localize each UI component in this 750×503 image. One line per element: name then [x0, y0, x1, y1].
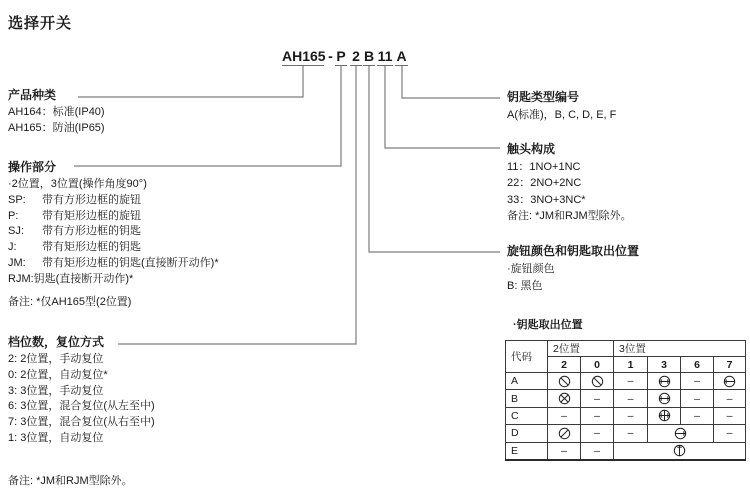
part-number-segment-operator: P: [336, 48, 346, 64]
detent-item: 6: 3位置，混合复位(从左至中): [8, 400, 155, 413]
col-header-num: 0: [581, 357, 614, 373]
operation-item-text: 带有矩形边框的钥匙: [42, 241, 141, 254]
operation-item: [8, 209, 348, 225]
key-type-item: A(标准)，B, C, D, E, F: [507, 109, 617, 121]
product-type-item: AH165：防油(IP65): [8, 121, 105, 134]
operation-item-code: SP:: [8, 193, 26, 206]
operation-item-code: SJ:: [8, 225, 24, 238]
section-product-type: [8, 89, 308, 137]
table-cell-dash: –: [714, 390, 746, 407]
table-cell-dash: –: [614, 390, 648, 407]
col-header-num: 7: [714, 357, 746, 373]
section-key-type: [507, 91, 747, 123]
table-cell-dash: –: [614, 425, 648, 442]
col-header-num: 6: [681, 357, 714, 373]
table-cell-dash: –: [614, 373, 648, 390]
part-number-segment-color: B: [363, 48, 375, 64]
operation-item-text: 带有方形边框的钥匙: [42, 225, 141, 238]
detent-item: 2: 2位置，手动复位: [8, 353, 104, 365]
col-header-code: 代码: [506, 341, 548, 373]
key-position-h-both-icon: [648, 390, 681, 407]
section-detent: [8, 336, 348, 447]
table-cell-dash: –: [581, 407, 614, 424]
detent-item: 7: 3位置，混合复位(从右至中): [8, 416, 155, 429]
key-table-heading: ·钥匙取出位置: [513, 319, 583, 331]
contacts-note: 备注: *JM和RJM型除外。: [507, 209, 632, 222]
table-cell-dash: –: [681, 373, 714, 390]
table-cell-dash: –: [548, 442, 581, 460]
operation-item: [8, 272, 348, 288]
table-row: [506, 373, 746, 390]
connector-key-type: [402, 66, 500, 98]
knob-color-value: B: 黑色: [507, 280, 543, 292]
col-header-num: 1: [614, 357, 648, 373]
section-heading: 钥匙类型编号: [507, 90, 580, 104]
table-cell-dash: –: [548, 407, 581, 424]
part-number-hyphen: -: [328, 48, 333, 64]
section-heading: 产品种类: [8, 88, 57, 102]
table-cell-dash: –: [681, 390, 714, 407]
col-header-num: 3: [648, 357, 681, 373]
table-cell-dash: –: [581, 442, 614, 460]
detent-item: 1: 3位置，自动复位: [8, 431, 104, 444]
col-header-num: 2: [548, 357, 581, 373]
section-contacts: [507, 143, 747, 224]
part-number-segment-contacts: 11: [377, 48, 393, 64]
operation-item-text: 带有矩形边框的旋钮: [42, 209, 141, 222]
section-heading: 旋钮颜色和钥匙取出位置: [507, 244, 640, 258]
connector-knob: [369, 66, 500, 252]
section-heading: 操作部分: [8, 160, 57, 174]
table-cell-dash: –: [714, 425, 746, 442]
part-number-segment-series: AH165: [282, 48, 326, 64]
connector-contacts: [385, 66, 500, 148]
row-code: D: [506, 425, 548, 442]
section-operation: [8, 161, 348, 310]
contacts-item: 33：3NO+3NC*: [507, 193, 586, 206]
section-heading: 触头构成: [507, 142, 556, 156]
operation-item-text: 带有矩形边框的钥匙(直接断开动作)*: [42, 256, 219, 269]
section-knob-color: [507, 245, 747, 295]
key-position-h-right-icon: [648, 425, 714, 442]
operation-item: [8, 193, 348, 209]
row-code: E: [506, 442, 548, 460]
operation-item: [8, 256, 348, 272]
table-cell-dash: –: [681, 407, 714, 424]
footer-note: 备注: *JM和RJM型除外。: [8, 475, 133, 487]
key-position-diag-left-icon: [581, 373, 614, 390]
row-code: A: [506, 373, 548, 390]
table-row: [506, 407, 746, 424]
contacts-item: 22：2NO+2NC: [507, 177, 582, 190]
table-row: [506, 425, 746, 442]
knob-sub-label: ·旋钮颜色: [507, 263, 555, 275]
table-cell-dash: –: [714, 407, 746, 424]
operation-item-code: P:: [8, 209, 19, 222]
table-row: [506, 390, 746, 407]
product-type-item: AH164：标准(IP40): [8, 106, 105, 118]
section-heading: 档位数，复位方式: [8, 335, 105, 349]
operation-item-code: RJM:: [8, 272, 34, 285]
table-row: [506, 442, 746, 460]
operation-item-code: J:: [8, 241, 17, 254]
detent-item: 3: 3位置，手动复位: [8, 384, 104, 397]
col-header-3pos: 3位置: [614, 341, 746, 357]
table-cell-dash: –: [581, 425, 614, 442]
table-cell-dash: –: [581, 390, 614, 407]
key-position-diag-right-icon: [548, 425, 581, 442]
operation-item: [8, 224, 348, 240]
table-cell-dash: –: [614, 407, 648, 424]
detent-item: 0: 2位置，自动复位*: [8, 368, 108, 381]
operation-item-code: JM:: [8, 256, 26, 269]
key-position-cross-icon: [648, 407, 681, 424]
key-position-v-top-icon: [614, 442, 746, 460]
row-code: C: [506, 407, 548, 424]
part-number-segment-keytype: A: [396, 48, 407, 64]
operation-intro: ·2位置，3位置(操作角度90°): [8, 178, 147, 190]
operation-note: 备注: *仅AH165型(2位置): [8, 295, 132, 308]
table-header-row-groups: [506, 341, 746, 357]
key-position-h-left-icon: [714, 373, 746, 390]
operation-item: [8, 240, 348, 256]
operation-item-text: 钥匙(直接断开动作)*: [33, 272, 134, 285]
page-title: 选择开关: [8, 15, 73, 32]
key-position-h-both-icon: [648, 373, 681, 390]
contacts-item: 11：1NO+1NC: [507, 161, 581, 173]
row-code: B: [506, 390, 548, 407]
key-position-x-cross-icon: [548, 390, 581, 407]
part-number-segment-detent: 2: [350, 49, 362, 66]
key-position-diag-left-icon: [548, 373, 581, 390]
key-position-table: [505, 340, 746, 461]
operation-item-text: 带有方形边框的旋钮: [42, 193, 141, 206]
col-header-2pos: 2位置: [548, 341, 614, 357]
